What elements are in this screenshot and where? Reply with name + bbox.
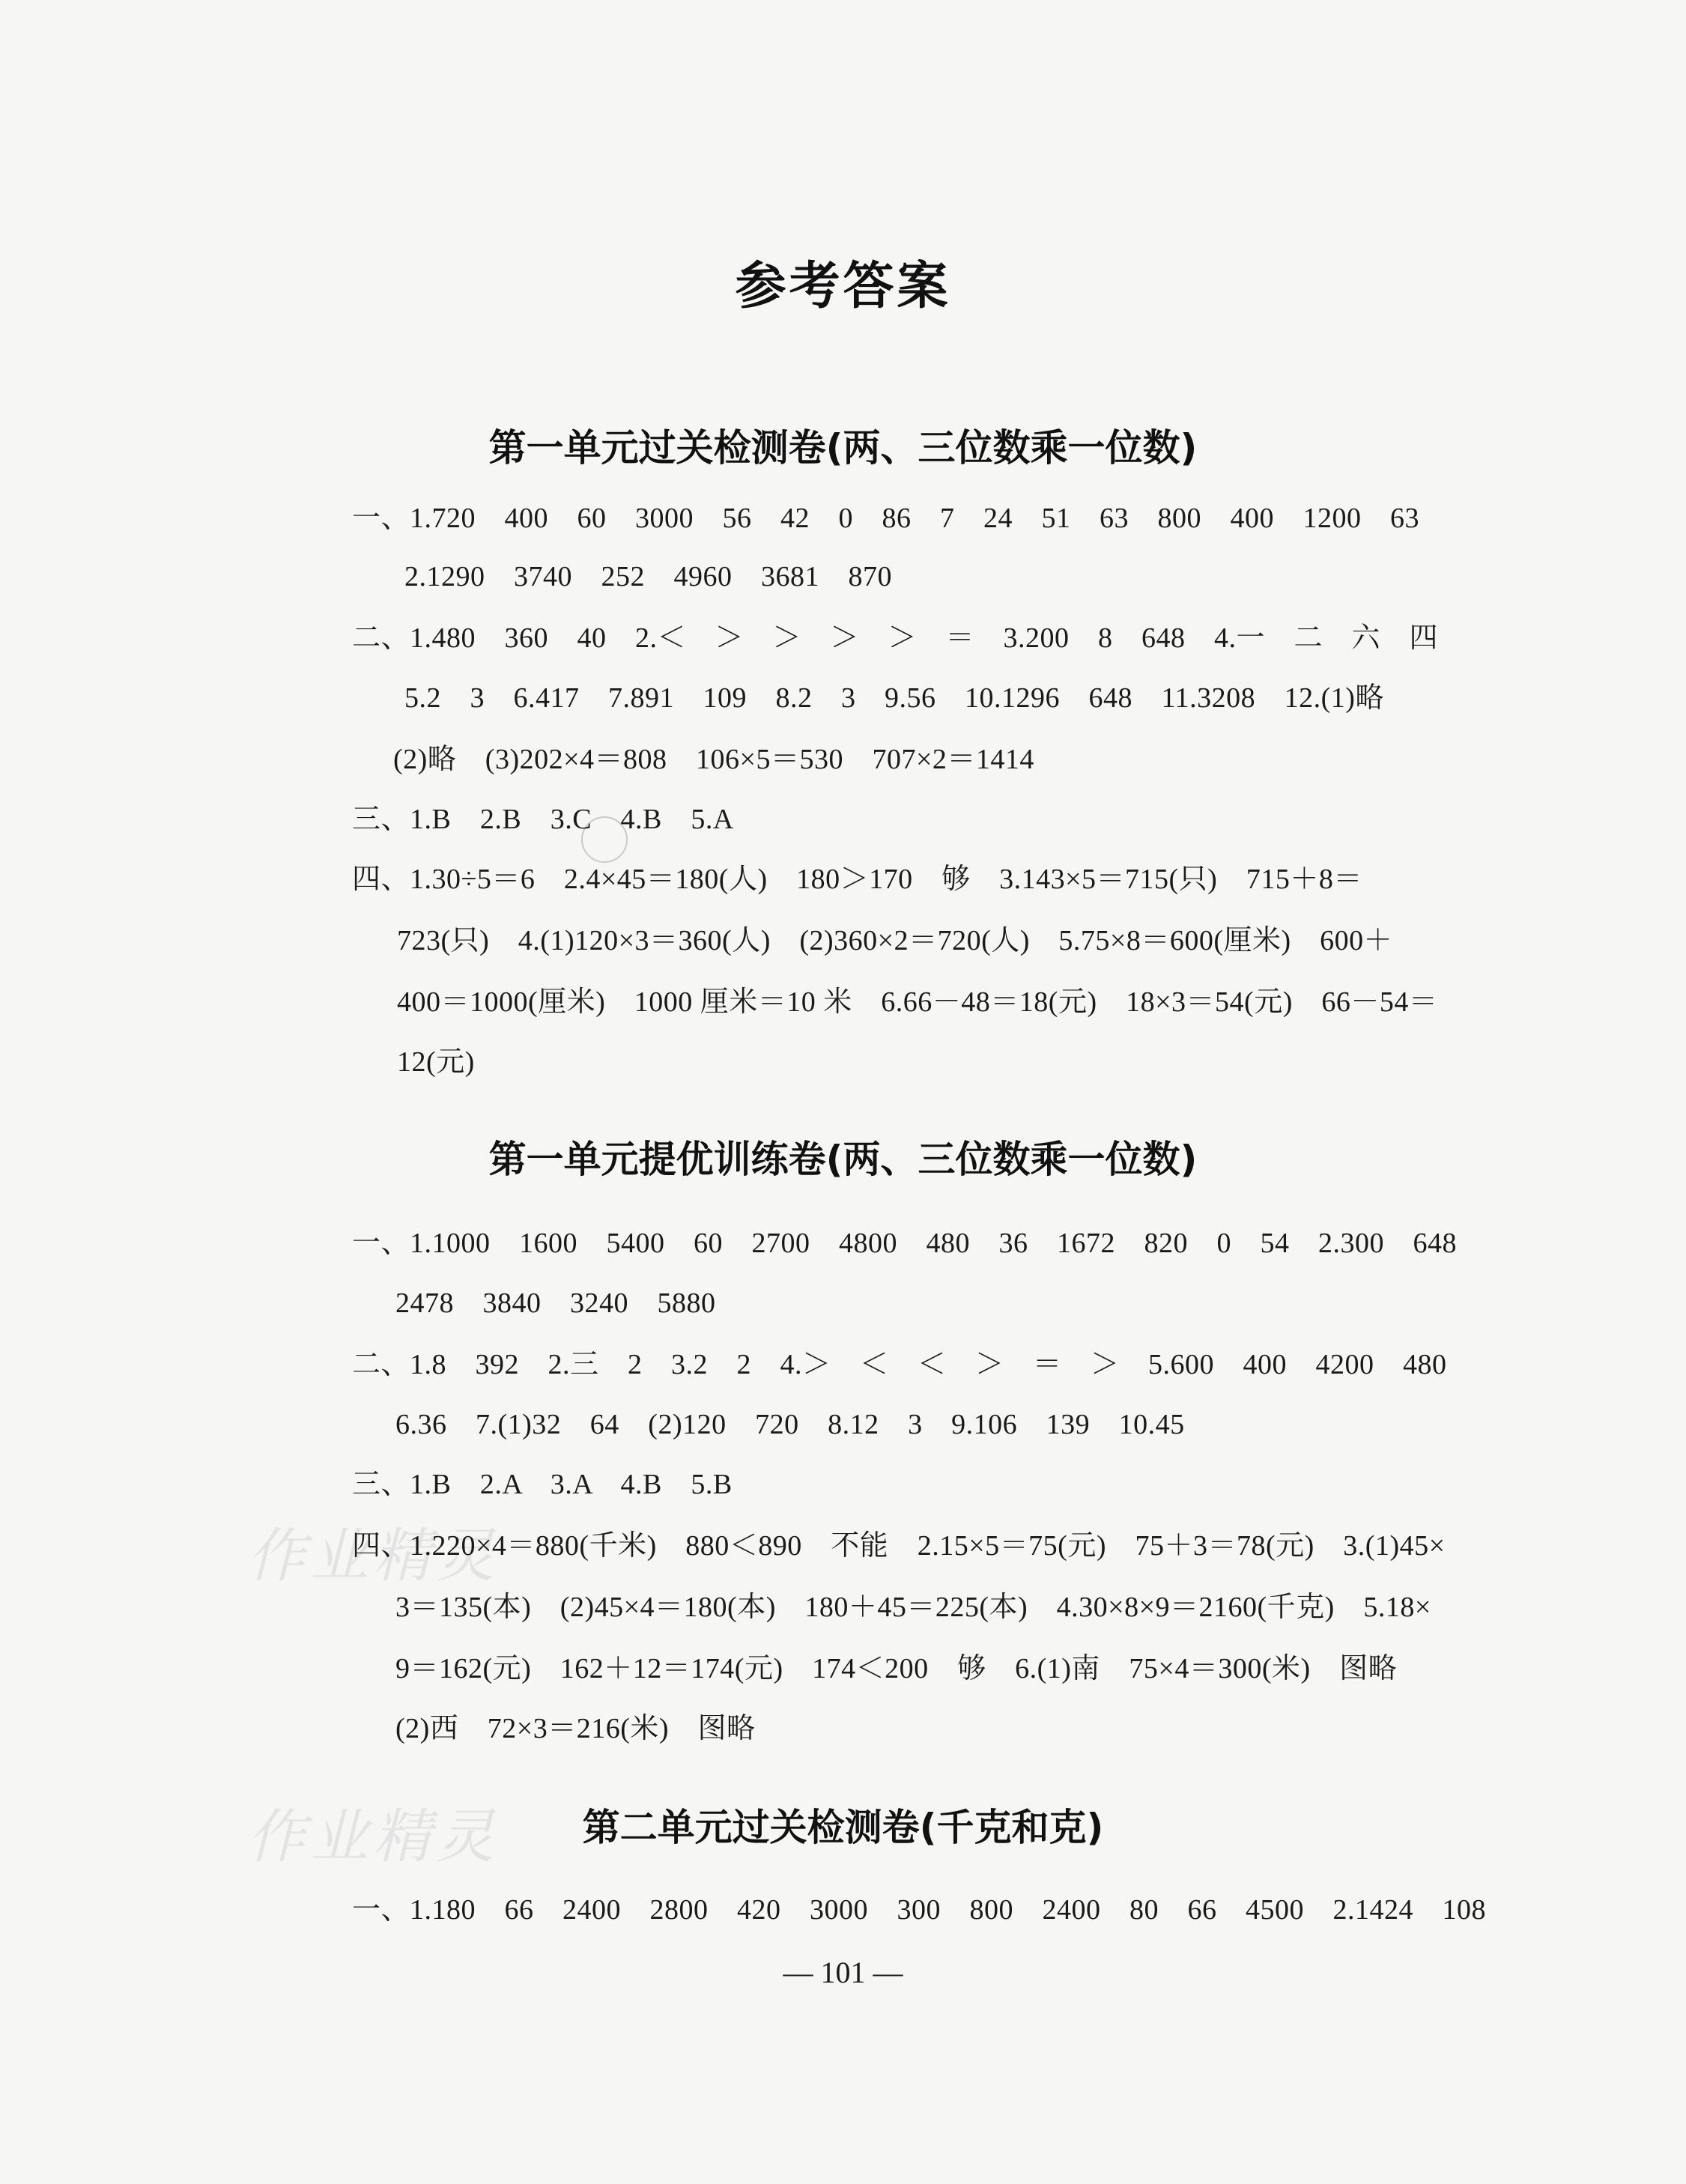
page-number: — 101 — — [783, 1956, 903, 1989]
watermark: 作业精灵 — [247, 1523, 500, 1590]
answer-line: 一、1.720 400 60 3000 56 42 0 86 7 24 51 63 800 400 1200 63 — [352, 503, 1420, 534]
section-heading: 第一单元过关检测卷(两、三位数乘一位数) — [488, 426, 1198, 470]
answer-line: (2)略 (3)202×4＝808 106×5＝530 707×2＝1414 — [393, 744, 1034, 775]
answer-line: 400＝1000(厘米) 1000 厘米＝10 米 6.66－48＝18(元) 18×3＝54(元) 66－54＝ — [397, 986, 1438, 1018]
answer-line: 三、1.B 2.A 3.A 4.B 5.B — [352, 1469, 733, 1500]
answer-line: 2478 3840 3240 5880 — [395, 1287, 716, 1319]
answer-line: 一、1.1000 1600 5400 60 2700 4800 480 36 1672 820 0 54 2.300 648 — [352, 1228, 1458, 1259]
answer-line: (2)西 72×3＝216(米) 图略 — [395, 1713, 756, 1744]
answer-line: 2.1290 3740 252 4960 3681 870 — [404, 561, 893, 592]
answer-line: 12(元) — [397, 1046, 475, 1078]
page-title: 参考答案 — [735, 257, 951, 316]
answer-line: 二、1.8 392 2.三 2 3.2 2 4.＞ ＜ ＜ ＞ ＝ ＞ 5.600 400 4200 480 — [352, 1349, 1447, 1380]
answer-line: 723(只) 4.(1)120×3＝360(人) (2)360×2＝720(人) 5.75×8＝600(厘米) 600＋ — [397, 925, 1393, 956]
answer-line: 5.2 3 6.417 7.891 109 8.2 3 9.56 10.1296 648 11.3208 12.(1)略 — [404, 682, 1384, 714]
answer-line: 一、1.180 66 2400 2800 420 3000 300 800 2400 80 66 4500 2.1424 108 — [352, 1894, 1487, 1926]
answer-line: 三、1.B 2.B 3.C 4.B 5.A — [352, 804, 734, 835]
section-heading: 第一单元提优训练卷(两、三位数乘一位数) — [488, 1138, 1198, 1181]
answer-line: 9＝162(元) 162＋12＝174(元) 174＜200 够 6.(1)南 75×4＝300(米) 图略 — [395, 1653, 1398, 1684]
answer-line: 6.36 7.(1)32 64 (2)120 720 8.12 3 9.106 139 10.45 — [395, 1409, 1185, 1440]
answer-line: 3＝135(本) (2)45×4＝180(本) 180＋45＝225(本) 4.30×8×9＝2160(千克) 5.18× — [395, 1592, 1431, 1623]
answer-line: 四、1.30÷5＝6 2.4×45＝180(人) 180＞170 够 3.143×5＝715(只) 715＋8＝ — [352, 864, 1362, 895]
answer-line: 四、1.220×4＝880(千米) 880＜890 不能 2.15×5＝75(元) 75＋3＝78(元) 3.(1)45× — [352, 1530, 1446, 1562]
section-heading: 第二单元过关检测卷(千克和克) — [582, 1806, 1104, 1849]
answer-line: 二、1.480 360 40 2.＜ ＞ ＞ ＞ ＞ ＝ 3.200 8 648 4.一 二 六 四 — [352, 622, 1439, 654]
watermark: 作业精灵 — [247, 1804, 500, 1871]
